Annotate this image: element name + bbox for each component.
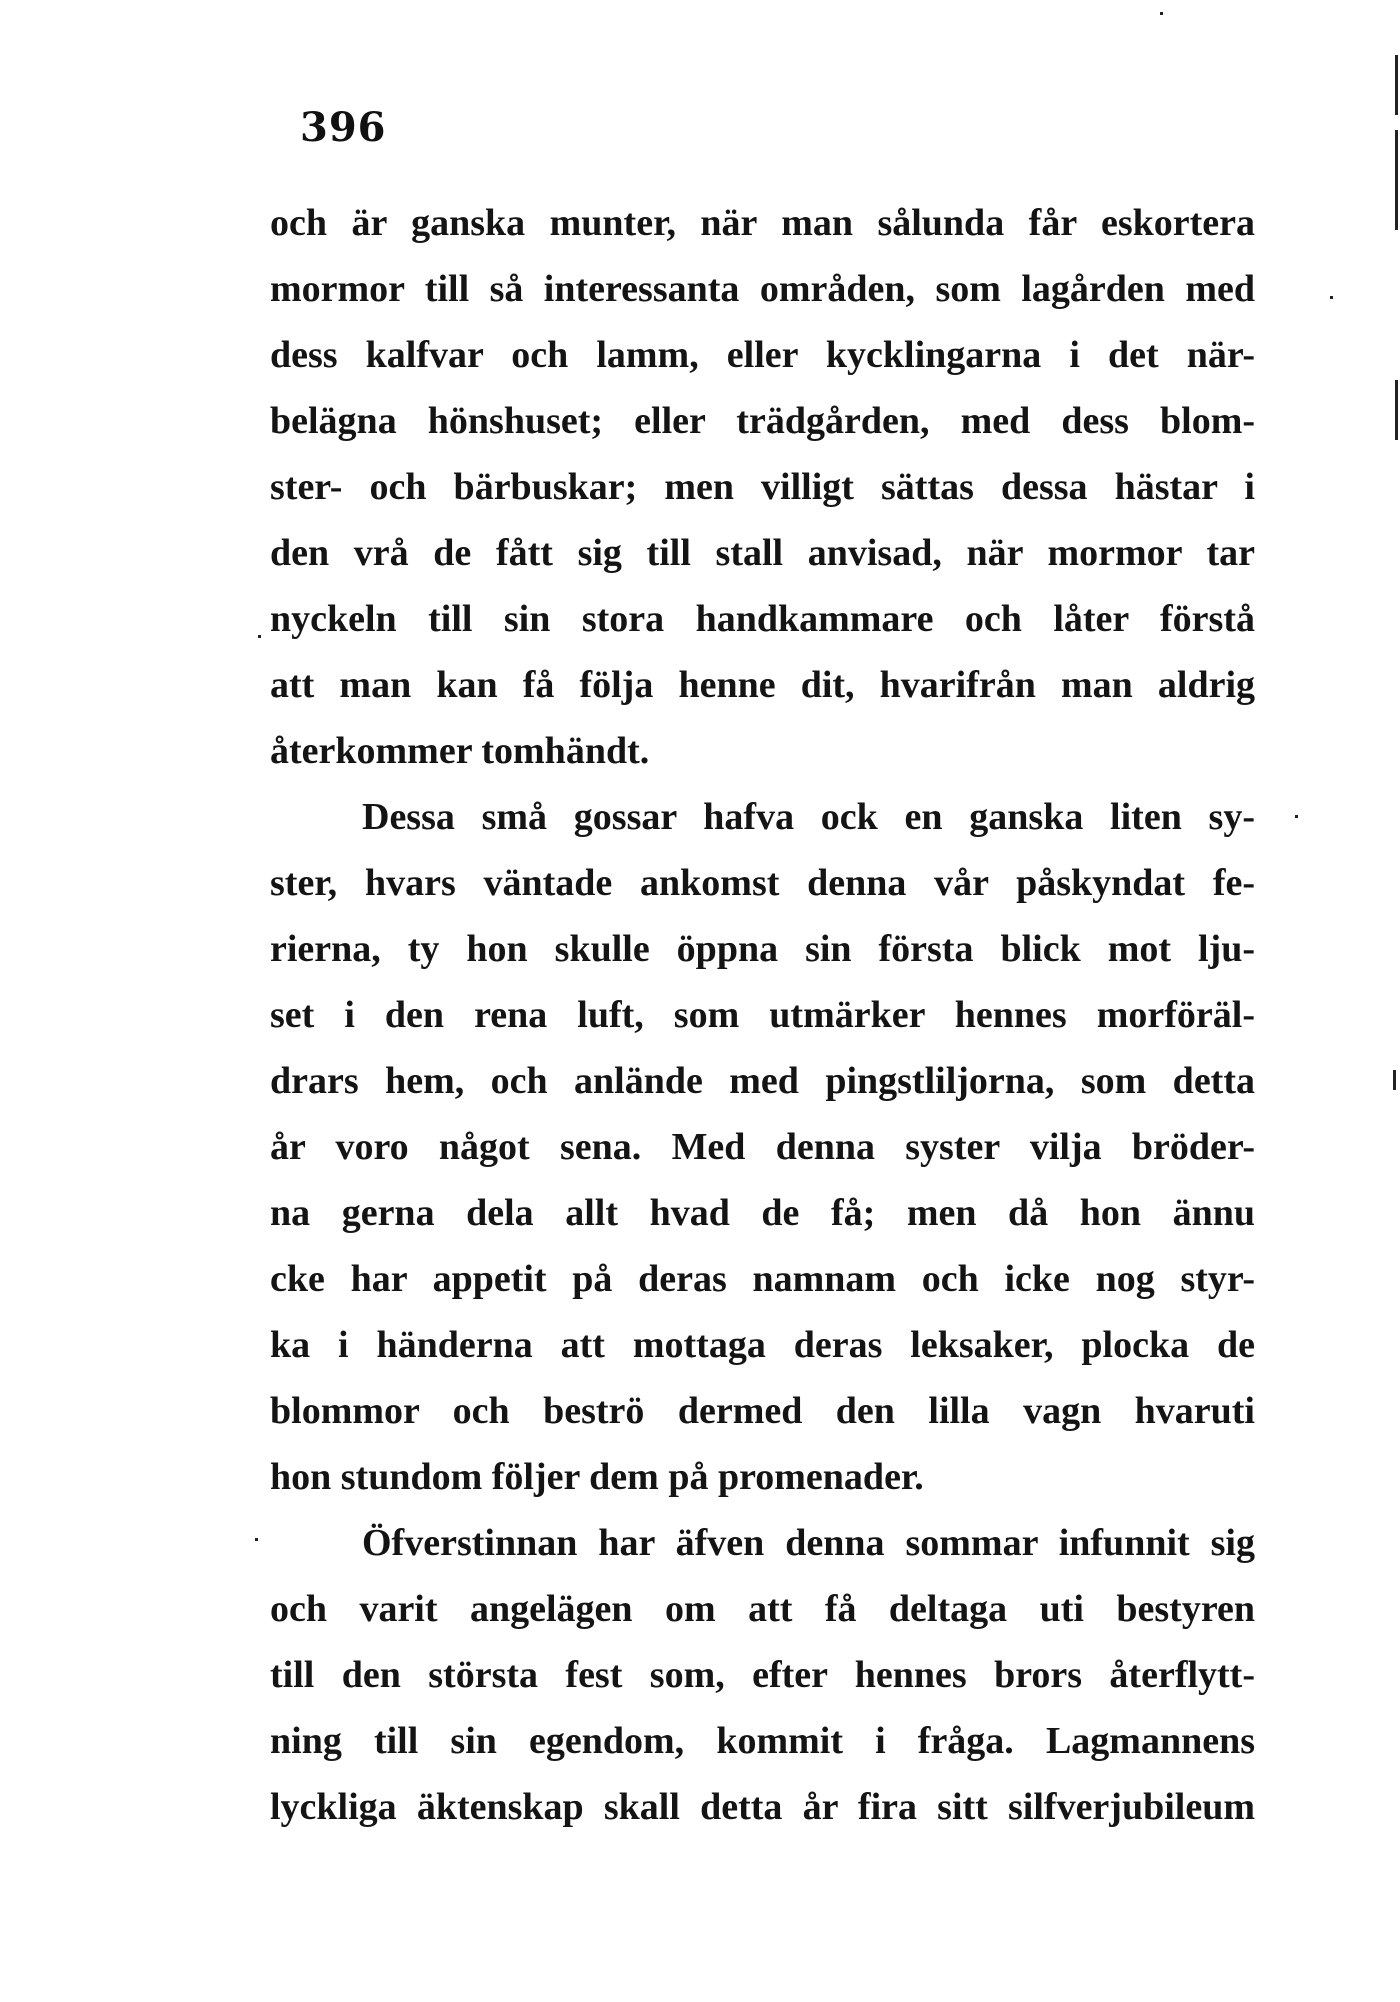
- text-line: Dessa små gossar hafva ock en ganska liten sy-: [362, 796, 1255, 838]
- text-line: och är ganska munter, när man sålunda får eskortera: [270, 202, 1255, 244]
- text-line: att man kan få följa henne dit, hvarifrån man aldrig: [270, 664, 1255, 706]
- scan-speck: [255, 1538, 258, 1541]
- text-line: Öfverstinnan har äfven denna sommar infunnit sig: [362, 1522, 1255, 1564]
- body-text: [270, 190, 1255, 1840]
- scan-speck: [1393, 1070, 1396, 1090]
- text-line: ster, hvars väntade ankomst denna vår påskyndat fe-: [270, 862, 1255, 904]
- text-line: mormor till så interessanta områden, som lagården med: [270, 268, 1255, 310]
- scan-speck: [1395, 55, 1398, 115]
- scan-speck: [1330, 296, 1333, 299]
- text-line: hon stundom följer dem på promenader.: [270, 1456, 924, 1498]
- paragraph: [270, 1510, 1255, 1840]
- text-line: till den största fest som, efter hennes brors återflytt-: [270, 1654, 1255, 1696]
- text-line: och varit angelägen om att få deltaga uti bestyren: [270, 1588, 1255, 1630]
- text-line: ster- och bärbuskar; men villigt sättas dessa hästar i: [270, 466, 1255, 508]
- text-line: belägna hönshuset; eller trädgården, med dess blom-: [270, 400, 1255, 442]
- page-number: 396: [300, 104, 387, 151]
- text-line: blommor och beströ dermed den lilla vagn hvaruti: [270, 1390, 1255, 1432]
- text-line: nyckeln till sin stora handkammare och låter förstå: [270, 598, 1255, 640]
- text-line: lyckliga äktenskap skall detta år fira sitt silfverjubileum: [270, 1786, 1255, 1828]
- text-line: den vrå de fått sig till stall anvisad, när mormor tar: [270, 532, 1255, 574]
- text-line: år voro något sena. Med denna syster vilja bröder-: [270, 1126, 1255, 1168]
- paragraph: [270, 784, 1255, 1510]
- scan-speck: [1395, 130, 1398, 230]
- text-line: cke har appetit på deras namnam och icke nog styr-: [270, 1258, 1255, 1300]
- text-line: set i den rena luft, som utmärker hennes morföräl-: [270, 994, 1255, 1036]
- text-line: rierna, ty hon skulle öppna sin första blick mot lju-: [270, 928, 1255, 970]
- text-line: na gerna dela allt hvad de få; men då hon ännu: [270, 1192, 1255, 1234]
- scan-speck: [1160, 12, 1163, 15]
- text-line: dess kalfvar och lamm, eller kycklingarna i det när-: [270, 334, 1255, 376]
- text-line: ning till sin egendom, kommit i fråga. Lagmannens: [270, 1720, 1255, 1762]
- scan-speck: [1295, 815, 1298, 818]
- scan-speck: [1395, 380, 1398, 440]
- paragraph: [270, 190, 1255, 784]
- text-line: ka i händerna att mottaga deras leksaker, plocka de: [270, 1324, 1255, 1366]
- text-line: återkommer tomhändt.: [270, 730, 650, 772]
- text-line: drars hem, och anlände med pingstliljorna, som detta: [270, 1060, 1255, 1102]
- scan-speck: [258, 635, 261, 638]
